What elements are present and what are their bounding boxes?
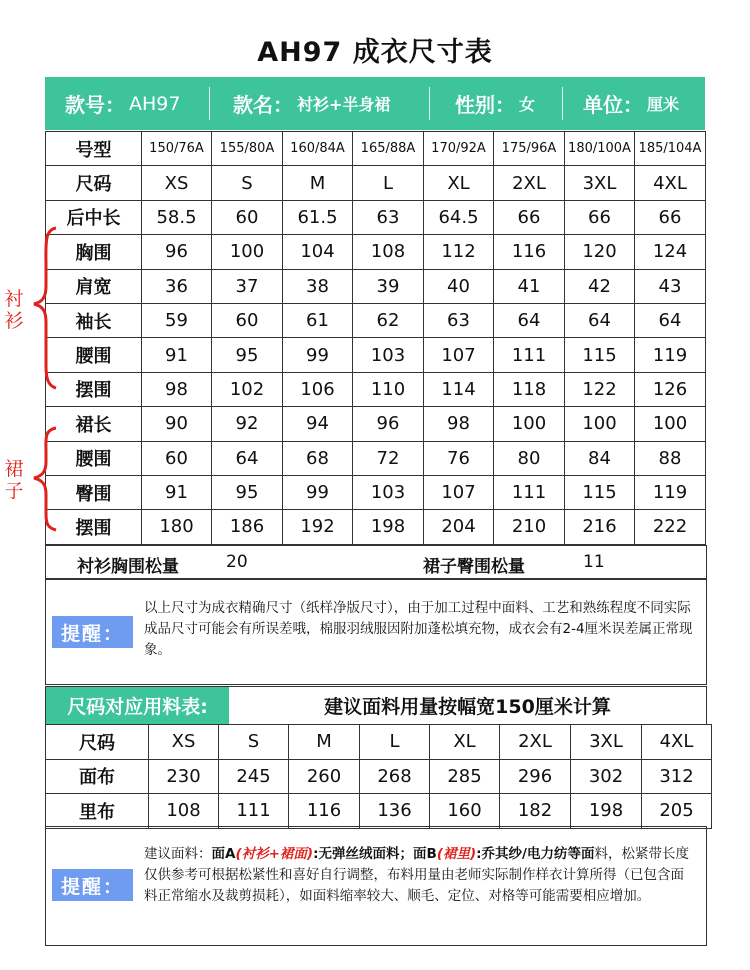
table-cell: 102: [212, 372, 283, 406]
skirt-bracket: [34, 428, 56, 530]
gender-value: 女: [519, 95, 536, 114]
table-cell: 160/84A: [283, 132, 353, 166]
row-label: 肩宽: [46, 269, 142, 303]
table-cell: S: [212, 166, 283, 200]
table-cell: 108: [149, 794, 219, 829]
table-cell: 66: [635, 200, 706, 234]
row-label: 面布: [46, 759, 149, 794]
table-cell: 107: [424, 338, 494, 372]
style-number-label: 款号：: [65, 93, 125, 117]
table-cell: XL: [424, 166, 494, 200]
table-cell: 64.5: [424, 200, 494, 234]
table-row: [46, 794, 712, 829]
table-row: [46, 441, 706, 475]
row-label: 臀围: [46, 475, 142, 509]
table-cell: 98: [424, 407, 494, 441]
table-cell: 4XL: [642, 725, 712, 760]
table-cell: 66: [565, 200, 635, 234]
table-cell: 100: [635, 407, 706, 441]
table-cell: 68: [283, 441, 353, 475]
table-cell: 42: [565, 269, 635, 303]
table-cell: 182: [500, 794, 571, 829]
table-cell: 39: [353, 269, 424, 303]
table-cell: 88: [635, 441, 706, 475]
table-cell: 111: [494, 338, 565, 372]
table-cell: L: [360, 725, 430, 760]
table-cell: 37: [212, 269, 283, 303]
table-cell: 64: [212, 441, 283, 475]
table-cell: S: [219, 725, 289, 760]
header-divider: [209, 87, 210, 120]
table-cell: 116: [494, 235, 565, 269]
table-cell: 111: [219, 794, 289, 829]
table-cell: 119: [635, 475, 706, 509]
table-row: [46, 269, 706, 303]
fabric-intro: 建议面料：: [144, 846, 212, 862]
style-number: [65, 77, 180, 130]
shirt-looseness-label: 衬衫胸围松量: [77, 557, 179, 577]
table-cell: 2XL: [500, 725, 571, 760]
table-cell: 40: [424, 269, 494, 303]
row-label: 裙长: [46, 407, 142, 441]
row-label: 腰围: [46, 441, 142, 475]
row-label: 号型: [46, 132, 142, 166]
table-cell: 186: [212, 510, 283, 544]
table-cell: 103: [353, 338, 424, 372]
table-cell: 205: [642, 794, 712, 829]
fabric-reminder-box: [45, 826, 707, 946]
size-table: [45, 131, 706, 545]
table-cell: 64: [494, 303, 565, 337]
material-table-title: 尺码对应用料表:: [46, 687, 229, 724]
shirt-looseness-value: 20: [226, 552, 248, 572]
gender-label: 性别：: [455, 93, 515, 117]
table-row: [46, 759, 712, 794]
table-row: [46, 475, 706, 509]
table-cell: 108: [353, 235, 424, 269]
skirt-looseness-value: 11: [583, 552, 605, 572]
reminder-text: 以上尺寸为成衣精确尺寸（纸样净版尺寸），由于加工过程中面料、工艺和熟练程度不同实际成品尺寸可能会有所误差哦，棉服羽绒服因附加蓬松填充物，成衣会有2-4厘米误差属正常现象。: [144, 600, 693, 658]
row-label: 腰围: [46, 338, 142, 372]
table-cell: 63: [424, 303, 494, 337]
table-cell: 72: [353, 441, 424, 475]
table-row: [46, 725, 712, 760]
shirt-bracket: [34, 228, 56, 388]
row-label: 尺码: [46, 166, 142, 200]
table-cell: 115: [565, 475, 635, 509]
table-cell: 222: [635, 510, 706, 544]
table-cell: 100: [565, 407, 635, 441]
table-cell: 155/80A: [212, 132, 283, 166]
table-cell: 3XL: [571, 725, 642, 760]
table-cell: 60: [212, 200, 283, 234]
table-cell: 116: [289, 794, 360, 829]
page-title: AH97 成衣尺寸表: [257, 37, 493, 68]
fabric-reminder-badge: 提醒：: [52, 869, 133, 901]
table-cell: 99: [283, 338, 353, 372]
table-cell: 38: [283, 269, 353, 303]
table-cell: 103: [353, 475, 424, 509]
table-cell: 136: [360, 794, 430, 829]
table-row: [46, 510, 706, 544]
table-cell: 122: [565, 372, 635, 406]
skirt-group-label: 裙子: [4, 458, 24, 502]
table-cell: 245: [219, 759, 289, 794]
style-name: [233, 77, 390, 130]
table-cell: 175/96A: [494, 132, 565, 166]
table-cell: M: [283, 166, 353, 200]
table-cell: 95: [212, 475, 283, 509]
table-cell: 210: [494, 510, 565, 544]
table-cell: 41: [494, 269, 565, 303]
table-cell: 92: [212, 407, 283, 441]
table-cell: XS: [149, 725, 219, 760]
table-cell: 91: [142, 475, 212, 509]
table-cell: 61.5: [283, 200, 353, 234]
table-cell: 96: [353, 407, 424, 441]
table-cell: 198: [353, 510, 424, 544]
table-cell: 66: [494, 200, 565, 234]
table-cell: XS: [142, 166, 212, 200]
header-divider: [562, 87, 563, 120]
table-cell: 110: [353, 372, 424, 406]
table-cell: 119: [635, 338, 706, 372]
info-header-bar: [45, 77, 705, 130]
table-cell: 60: [142, 441, 212, 475]
unit-value: 厘米: [647, 95, 680, 114]
table-row: [46, 407, 706, 441]
looseness-row: [45, 545, 707, 580]
unit: [583, 77, 679, 130]
fabric-a-usage: (衬衫+裙面): [235, 846, 314, 862]
row-label: 胸围: [46, 235, 142, 269]
reminder-box: [45, 578, 707, 685]
shirt-group-label: 衬衫: [4, 288, 24, 332]
fabric-reminder-text: [144, 844, 689, 907]
table-cell: 115: [565, 338, 635, 372]
table-cell: 64: [635, 303, 706, 337]
table-cell: 64: [565, 303, 635, 337]
style-name-label: 款名：: [233, 93, 293, 117]
table-cell: XL: [430, 725, 500, 760]
table-cell: 91: [142, 338, 212, 372]
table-cell: 61: [283, 303, 353, 337]
fabric-b-label: 面B: [413, 846, 437, 862]
table-cell: 99: [283, 475, 353, 509]
table-cell: 59: [142, 303, 212, 337]
style-number-value: AH97: [129, 92, 181, 115]
table-cell: 107: [424, 475, 494, 509]
table-cell: 76: [424, 441, 494, 475]
table-cell: 260: [289, 759, 360, 794]
table-cell: 170/92A: [424, 132, 494, 166]
table-cell: 312: [642, 759, 712, 794]
table-row: [46, 303, 706, 337]
table-cell: 112: [424, 235, 494, 269]
table-cell: 120: [565, 235, 635, 269]
table-cell: 100: [494, 407, 565, 441]
row-label: 摆围: [46, 372, 142, 406]
table-cell: 96: [142, 235, 212, 269]
fabric-b-usage: (裙里): [436, 846, 477, 862]
table-cell: M: [289, 725, 360, 760]
fabric-note: 料，松紧带长度仅供参考可根据松紧性和喜好自行调整，布料用量由老师实际制作样衣计算所得（已包含面料正常缩水及裁剪损耗），如面料缩率较大、顺毛、定位、对格等可能需要相应增加。: [144, 846, 689, 904]
table-row: [46, 235, 706, 269]
table-cell: 126: [635, 372, 706, 406]
table-cell: 185/104A: [635, 132, 706, 166]
table-cell: 216: [565, 510, 635, 544]
table-cell: 80: [494, 441, 565, 475]
table-cell: 43: [635, 269, 706, 303]
table-cell: 95: [212, 338, 283, 372]
gender: [455, 77, 535, 130]
table-cell: 118: [494, 372, 565, 406]
table-cell: 98: [142, 372, 212, 406]
table-cell: 165/88A: [353, 132, 424, 166]
table-cell: 2XL: [494, 166, 565, 200]
table-cell: 192: [283, 510, 353, 544]
group-brackets: [26, 226, 66, 566]
table-cell: 62: [353, 303, 424, 337]
table-cell: 230: [149, 759, 219, 794]
table-cell: 3XL: [565, 166, 635, 200]
fabric-a-label: 面A: [211, 846, 236, 862]
table-cell: 58.5: [142, 200, 212, 234]
header-divider: [429, 87, 430, 120]
style-name-value: 衬衫+半身裙: [297, 95, 391, 114]
row-label: 袖长: [46, 303, 142, 337]
material-section-header: [45, 686, 707, 725]
table-cell: 180/100A: [565, 132, 635, 166]
table-row: [46, 132, 706, 166]
table-cell: 63: [353, 200, 424, 234]
table-cell: 4XL: [635, 166, 706, 200]
table-cell: 285: [430, 759, 500, 794]
table-cell: 204: [424, 510, 494, 544]
table-cell: 124: [635, 235, 706, 269]
table-cell: 302: [571, 759, 642, 794]
fabric-a-desc: :无弹丝绒面料；: [313, 846, 414, 862]
table-cell: 150/76A: [142, 132, 212, 166]
table-cell: 84: [565, 441, 635, 475]
table-cell: 90: [142, 407, 212, 441]
row-label: 里布: [46, 794, 149, 829]
skirt-looseness-label: 裙子臀围松量: [423, 557, 525, 577]
table-cell: 94: [283, 407, 353, 441]
row-label: 尺码: [46, 725, 149, 760]
material-table: [45, 724, 712, 829]
table-cell: 180: [142, 510, 212, 544]
fabric-b-desc: :乔其纱/电力纺等面: [476, 846, 595, 862]
table-cell: 160: [430, 794, 500, 829]
table-cell: 114: [424, 372, 494, 406]
table-row: [46, 338, 706, 372]
table-cell: 106: [283, 372, 353, 406]
table-cell: L: [353, 166, 424, 200]
material-width-note: 建议面料用量按幅宽150厘米计算: [324, 696, 611, 718]
table-cell: 268: [360, 759, 430, 794]
table-cell: 36: [142, 269, 212, 303]
table-cell: 296: [500, 759, 571, 794]
table-row: [46, 166, 706, 200]
table-cell: 198: [571, 794, 642, 829]
table-cell: 60: [212, 303, 283, 337]
table-cell: 111: [494, 475, 565, 509]
row-label: 摆围: [46, 510, 142, 544]
row-label: 后中长: [46, 200, 142, 234]
table-row: [46, 200, 706, 234]
table-cell: 100: [212, 235, 283, 269]
unit-label: 单位：: [583, 93, 643, 117]
reminder-badge: 提醒：: [52, 616, 133, 648]
table-row: [46, 372, 706, 406]
table-cell: 104: [283, 235, 353, 269]
